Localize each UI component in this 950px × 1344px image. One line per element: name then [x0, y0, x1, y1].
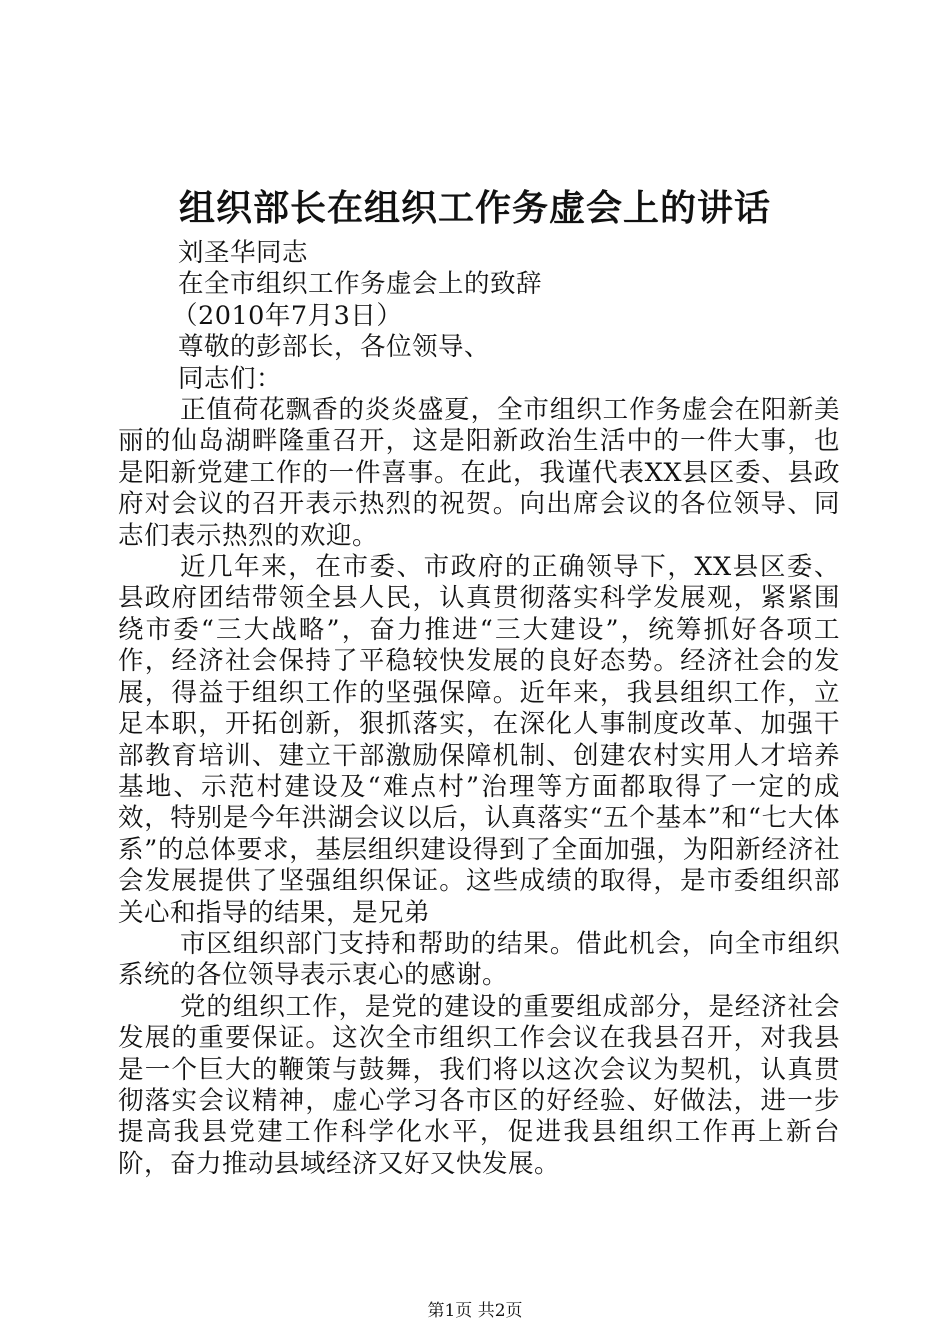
page-footer: 第1页 共2页	[427, 1301, 523, 1321]
body-paragraph: 正值荷花飘香的炎炎盛夏，全市组织工作务虚会在阳新美丽的仙岛湖畔隆重召开，这是阳新政治生活中的一件大事，也是阳新党建工作的一件喜事。在此，我谨代表XX县区委、县政府对会议的召开表示热烈的祝贺。向出席会议的各位领导、同志们表示热烈的欢迎。	[118, 395, 840, 551]
subtitle-line: 在全市组织工作务虚会上的致辞	[178, 269, 543, 300]
document-title: 组织部长在组织工作务虚会上的讲话	[178, 188, 771, 229]
body-paragraph: 党的组织工作，是党的建设的重要组成部分，是经济社会发展的重要保证。这次全市组织工作会议在我县召开，对我县是一个巨大的鞭策与鼓舞，我们将以这次会议为契机，认真贯彻落实会议精神，虚心学习各市区的好经验、好做法，进一步提高我县党建工作科学化水平，促进我县组织工作再上新台阶，奋力推动县域经济又好又快发展。	[118, 991, 840, 1179]
body-paragraph: 近几年来，在市委、市政府的正确领导下，XX县区委、县政府团结带领全县人民，认真贯彻落实科学发展观，紧紧围绕市委“三大战略”，奋力推进“三大建设”，统筹抓好各项工作，经济社会保持了平稳较快发展的良好态势。经济社会的发展，得益于组织工作的坚强保障。近年来，我县组织工作，立足本职，开拓创新，狠抓落实，在深化人事制度改革、加强干部教育培训、建立干部激励保障机制、创建农村实用人才培养基地、示范村建设及“难点村”治理等方面都取得了一定的成效，特别是今年洪湖会议以后，认真落实“五个基本”和“七大体系”的总体要求，基层组织建设得到了全面加强，为阳新经济社会发展提供了坚强组织保证。这些成绩的取得，是市委组织部关心和指导的结果，是兄弟	[118, 552, 840, 928]
body-paragraph: 市区组织部门支持和帮助的结果。借此机会，向全市组织系统的各位领导表示衷心的感谢。	[118, 928, 840, 991]
salutation-line: 尊敬的彭部长，各位领导、	[178, 332, 491, 363]
salutation-line: 同志们：	[178, 363, 283, 394]
author-line: 刘圣华同志	[178, 238, 309, 268]
document-body	[118, 238, 840, 1180]
date-line: （2010年7月3日）	[172, 300, 403, 331]
